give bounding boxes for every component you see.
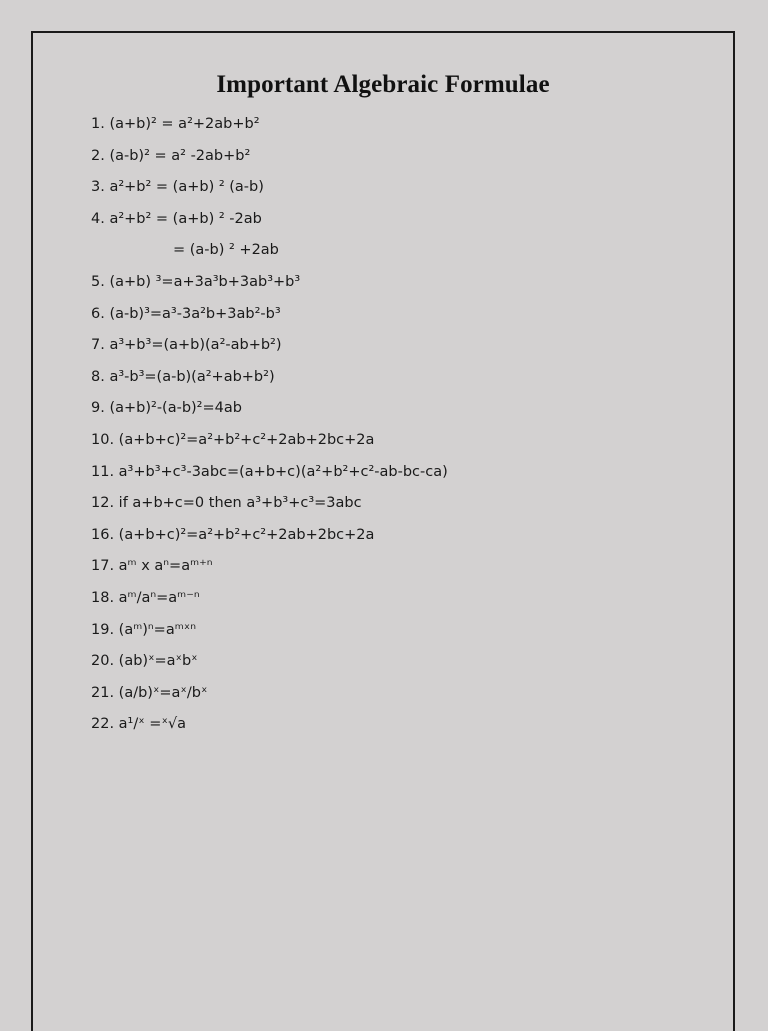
formula-text: (a+b+c)²=a²+b²+c²+2ab+2bc+2a [118, 526, 375, 543]
formula-text: a³+b³=(a+b)(a²-ab+b²) [109, 337, 282, 354]
list-item [91, 334, 448, 366]
formula-number: 8. [91, 368, 105, 385]
list-item [91, 397, 448, 429]
formula-number: 11. [91, 463, 115, 480]
list-item [91, 650, 448, 682]
formula-number: 4. [91, 210, 105, 227]
page-title: Important Algebraic Formulae [216, 71, 550, 98]
list-item [91, 713, 448, 745]
formula-text: (a+b) ³=a+3a³b+3ab³+b³ [109, 273, 301, 290]
formula-list [91, 113, 448, 745]
formula-text: a³-b³=(a-b)(a²+ab+b²) [109, 368, 275, 385]
list-item [91, 366, 448, 398]
formula-text: (a+b+c)²=a²+b²+c²+2ab+2bc+2a [118, 431, 375, 448]
formula-text: (a-b)² = a² -2ab+b² [109, 147, 251, 164]
list-item [91, 176, 448, 208]
formula-number: 2. [91, 147, 105, 164]
list-item [91, 619, 448, 651]
formula-number: 1. [91, 116, 105, 132]
list-item [91, 271, 448, 303]
formula-text: aᵐ/aⁿ=aᵐ⁻ⁿ [118, 589, 200, 606]
formula-text: (aᵐ)ⁿ=aᵐˣⁿ [118, 621, 196, 638]
list-item [91, 303, 448, 335]
list-item [91, 461, 448, 493]
formula-number: 7. [91, 337, 105, 354]
list-item [91, 587, 448, 619]
formula-text: (ab)ˣ=aˣbˣ [118, 653, 198, 670]
formula-number: 5. [91, 273, 105, 290]
list-item [91, 145, 448, 177]
formula-text: a²+b² = (a+b) ² -2ab [109, 210, 262, 227]
formula-number: 10. [91, 431, 115, 448]
formula-number: 17. [91, 558, 115, 575]
formula-text: = (a-b) ² +2ab [173, 242, 279, 259]
list-item [91, 555, 448, 587]
formula-text: (a+b)²-(a-b)²=4ab [109, 400, 242, 417]
list-item [91, 524, 448, 556]
document-page [31, 31, 735, 1031]
formula-text: (a+b)² = a²+2ab+b² [109, 116, 260, 132]
formula-text: a²+b² = (a+b) ² (a-b) [109, 179, 264, 196]
formula-number: 9. [91, 400, 105, 417]
formula-number: 19. [91, 621, 115, 638]
list-item [91, 208, 448, 240]
list-item [91, 113, 448, 145]
formula-number: 6. [91, 305, 105, 322]
formula-number: 20. [91, 653, 115, 670]
formula-number: 18. [91, 589, 115, 606]
list-item [91, 682, 448, 714]
formula-number: 21. [91, 684, 115, 701]
formula-number: 3. [91, 179, 105, 196]
formula-number: 22. [91, 716, 115, 733]
list-item [91, 429, 448, 461]
formula-text: (a/b)ˣ=aˣ/bˣ [118, 684, 208, 701]
formula-text: (a-b)³=a³-3a²b+3ab²-b³ [109, 305, 281, 322]
formula-text: a³+b³+c³-3abc=(a+b+c)(a²+b²+c²-ab-bc-ca) [118, 463, 448, 480]
list-item [91, 492, 448, 524]
formula-text: a¹/ˣ =ˣ√a [118, 716, 187, 733]
formula-text: if a+b+c=0 then a³+b³+c³=3abc [118, 495, 362, 512]
formula-text: aᵐ x aⁿ=aᵐ⁺ⁿ [118, 558, 213, 575]
formula-number: 16. [91, 526, 115, 543]
list-item-continuation [91, 239, 448, 271]
formula-number: 12. [91, 495, 115, 512]
